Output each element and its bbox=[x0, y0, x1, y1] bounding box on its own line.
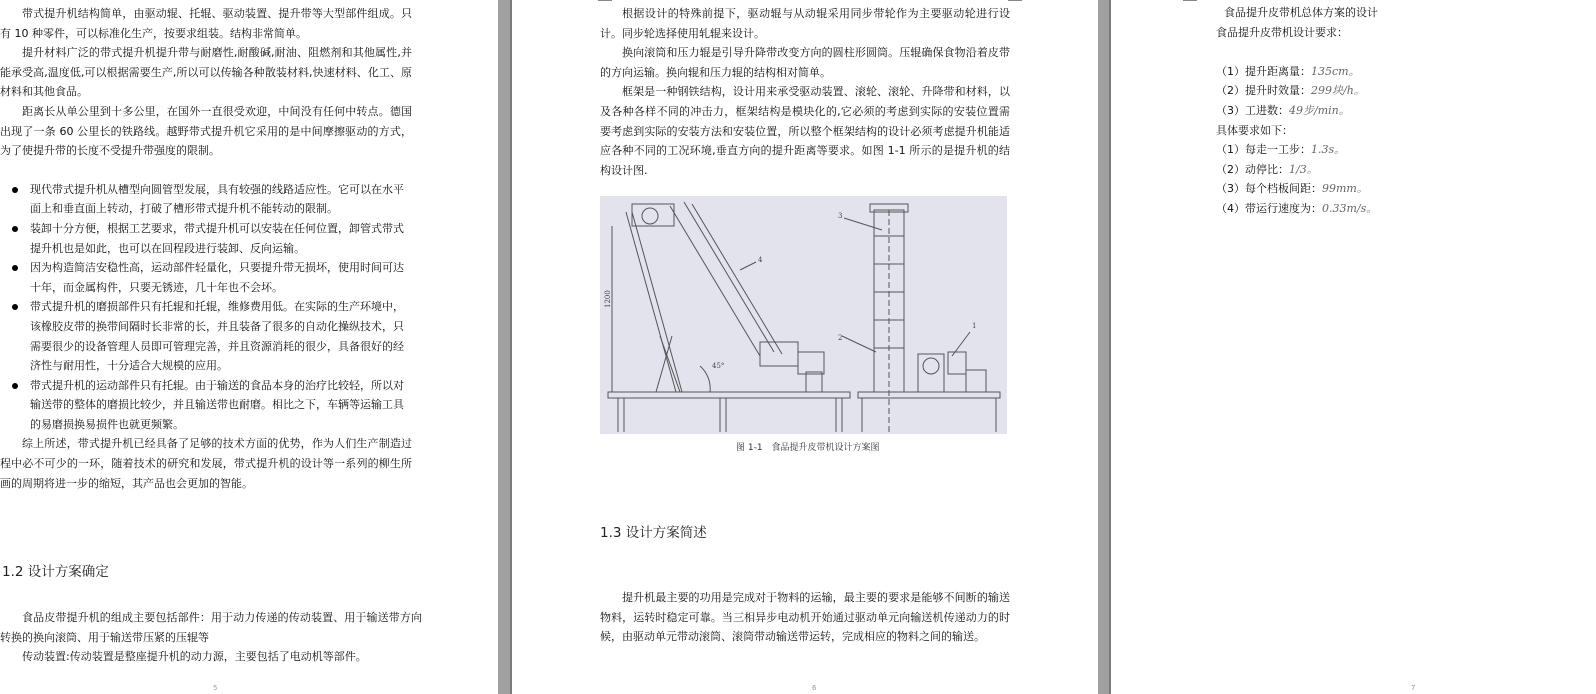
paragraph: 距离长从单公里到十多公里，在国外一直很受欢迎，中间没有任何中转点。德国出现了一条 60 公里长的铁路线。越野带式提升机它采用的是中间摩擦驱动的方式，为了使提升带的长度不受提升带强度的限制。 bbox=[0, 104, 412, 158]
document-page-7 bbox=[1111, 0, 1596, 694]
part-label-4: 4 bbox=[758, 256, 763, 264]
bullet-item: 现代带式提升机从槽型向圆管型发展，具有较强的线路适应性。它可以在水平面上和垂直面上转动，打破了槽形带式提升机不能转动的限制。 bbox=[0, 180, 412, 219]
page-number: 6 bbox=[812, 684, 817, 692]
paragraph: 传动装置:传动装置是整座提升机的动力源，主要包括了电动机等部件。 bbox=[22, 650, 367, 664]
dim-label-1200: 1200 bbox=[604, 290, 612, 308]
figure-caption: 图 1-1 食品提升皮带机设计方案图 bbox=[736, 443, 880, 453]
bullet-list bbox=[0, 180, 412, 435]
page-corner-mark bbox=[598, 0, 612, 1]
paragraph: 换向滚筒和压力辊是引导升降带改变方向的圆柱形圆筒。压辊确保食物沿着皮带的方向运输。换向辊和压力辊的结构相对简单。 bbox=[600, 46, 1010, 79]
requirement-item: （2）提升时效量：299块/h。 bbox=[1216, 84, 1365, 98]
page6-text-block-2 bbox=[600, 588, 1010, 647]
detail-item: （4）带运行速度为：0.33m/s。 bbox=[1216, 201, 1378, 215]
detail-item: （2）动停比：1/3。 bbox=[1216, 162, 1318, 176]
page5-text-block-2 bbox=[0, 608, 422, 667]
requirements-heading: 食品提升皮带机设计要求： bbox=[1216, 25, 1348, 39]
design-diagram-figure bbox=[600, 196, 1007, 434]
part-label-2: 2 bbox=[838, 334, 843, 342]
angle-label: 45° bbox=[712, 362, 725, 370]
paragraph: 带式提升机结构简单，由驱动辊、托辊、驱动装置、提升带等大型部件组成。只有 10 种零件，可以标准化生产，按要求组装。结构非常简单。 bbox=[0, 7, 412, 40]
paragraph: 食品皮带提升机的组成主要包括部件：用于动力传递的传动装置、用于输送带方向转换的换向滚筒、用于输送带压紧的压辊等 bbox=[0, 611, 422, 644]
paragraph: 提升机最主要的功用是完成对于物料的运输，最主要的要求是能够不间断的输送物料，运转时稳定可靠。当三相异步电动机开始通过驱动单元向输送机传递动力的时候，由驱动单元带动滚筒、滚筒带动输送带运转，完成相应的物料之间的输送。 bbox=[600, 591, 1010, 644]
detail-heading: 具体要求如下： bbox=[1216, 123, 1293, 137]
paragraph: 提升材料广泛的带式提升机提升带与耐磨性,耐酸碱,耐油、阻燃剂和其他属性,并能承受高,温度低,可以根据需要生产,所以可以传输各种散装材料,快速材料、化工、原材料和其他食品。 bbox=[0, 46, 412, 99]
section-title: 食品提升皮带机总体方案的设计 bbox=[1224, 6, 1378, 19]
bullet-icon bbox=[12, 265, 18, 271]
page-number: 5 bbox=[213, 684, 218, 692]
bullet-item: 装卸十分方便，根据工艺要求，带式提升机可以安装在任何位置，卸管式带式提升机也是如此，也可以在回程段进行装卸、反向运输。 bbox=[0, 219, 412, 258]
detail-item: （1）每走一工步：1.3s。 bbox=[1216, 143, 1346, 157]
page-number: 7 bbox=[1411, 684, 1416, 692]
bullet-icon bbox=[12, 226, 18, 232]
part-label-1: 1 bbox=[972, 322, 977, 330]
spacer bbox=[1216, 42, 1576, 62]
bullet-item: 带式提升机的磨损部件只有托辊和托辊，维修费用低。在实际的生产环境中，该橡胶皮带的换带间隔时长非常的长，并且装备了很多的自动化操纵技术，只需要很少的设备管理人员即可管理完善，并且资源消耗的很少，具备很好的经济性与耐用性，十分适合大规模的应用。 bbox=[0, 297, 412, 375]
paragraph: 框架是一种钢铁结构，设计用来承受驱动装置、滚轮、滚轮、升降带和材料，以及各种各样不同的冲击力，框架结构是模块化的,它必须的考虑到实际的安装位置需要考虑到实际的安装方法和安装位置，所以整个框架结构的设计必须考虑提升机能适应各种不同的工况环境,垂直方向的提升距离等要求。如图 1-1 所示的是提升机的结构设计图. bbox=[600, 85, 1010, 177]
paragraph: 综上所述，带式提升机已经具备了足够的技术方面的优势，作为人们生产制造过程中必不可少的一环，随着技术的研究和发展，带式提升机的设计等一系列的柳生所画的周期将进一步的缩短，其产品也会更加的智能。 bbox=[0, 437, 412, 490]
bullet-icon bbox=[12, 187, 18, 193]
elevator-drawing bbox=[600, 196, 1007, 434]
section-heading: 1.2 设计方案确定 bbox=[2, 564, 109, 580]
section-heading: 1.3 设计方案简述 bbox=[600, 525, 707, 541]
detail-item: （3）每个档板间距：99mm。 bbox=[1216, 182, 1368, 196]
part-label-3: 3 bbox=[838, 212, 843, 220]
page-corner-mark bbox=[1183, 0, 1197, 1]
page5-text-block bbox=[0, 4, 412, 493]
page7-text-block bbox=[1216, 3, 1576, 219]
bullet-item: 带式提升机的运动部件只有托辊。由于输送的食品本身的治疗比较轻，所以对输送带的整体的磨损比较少，并且输送带也耐磨。相比之下，车辆等运输工具的易磨损换易损件也就更频繁。 bbox=[0, 376, 412, 435]
document-page-6 bbox=[512, 0, 1098, 694]
page-corner-mark bbox=[1008, 0, 1022, 1]
requirement-item: （3）工进数：49步/min。 bbox=[1216, 103, 1350, 117]
bullet-icon bbox=[12, 383, 18, 389]
paragraph: 根据设计的特殊前提下，驱动辊与从动辊采用同步带轮作为主要驱动轮进行设计。同步轮选择使用轧辊来设计。 bbox=[600, 7, 1010, 40]
document-page-5 bbox=[0, 0, 498, 694]
bullet-item: 因为构造简洁安稳性高，运动部件轻量化，只要提升带无损坏，使用时间可达十年，而金属构件，只要无锈迹，几十年也不会坏。 bbox=[0, 258, 412, 297]
requirement-item: （1）提升距离量：135cm。 bbox=[1216, 64, 1360, 78]
bullet-icon bbox=[12, 304, 18, 310]
page6-text-block bbox=[600, 4, 1010, 180]
